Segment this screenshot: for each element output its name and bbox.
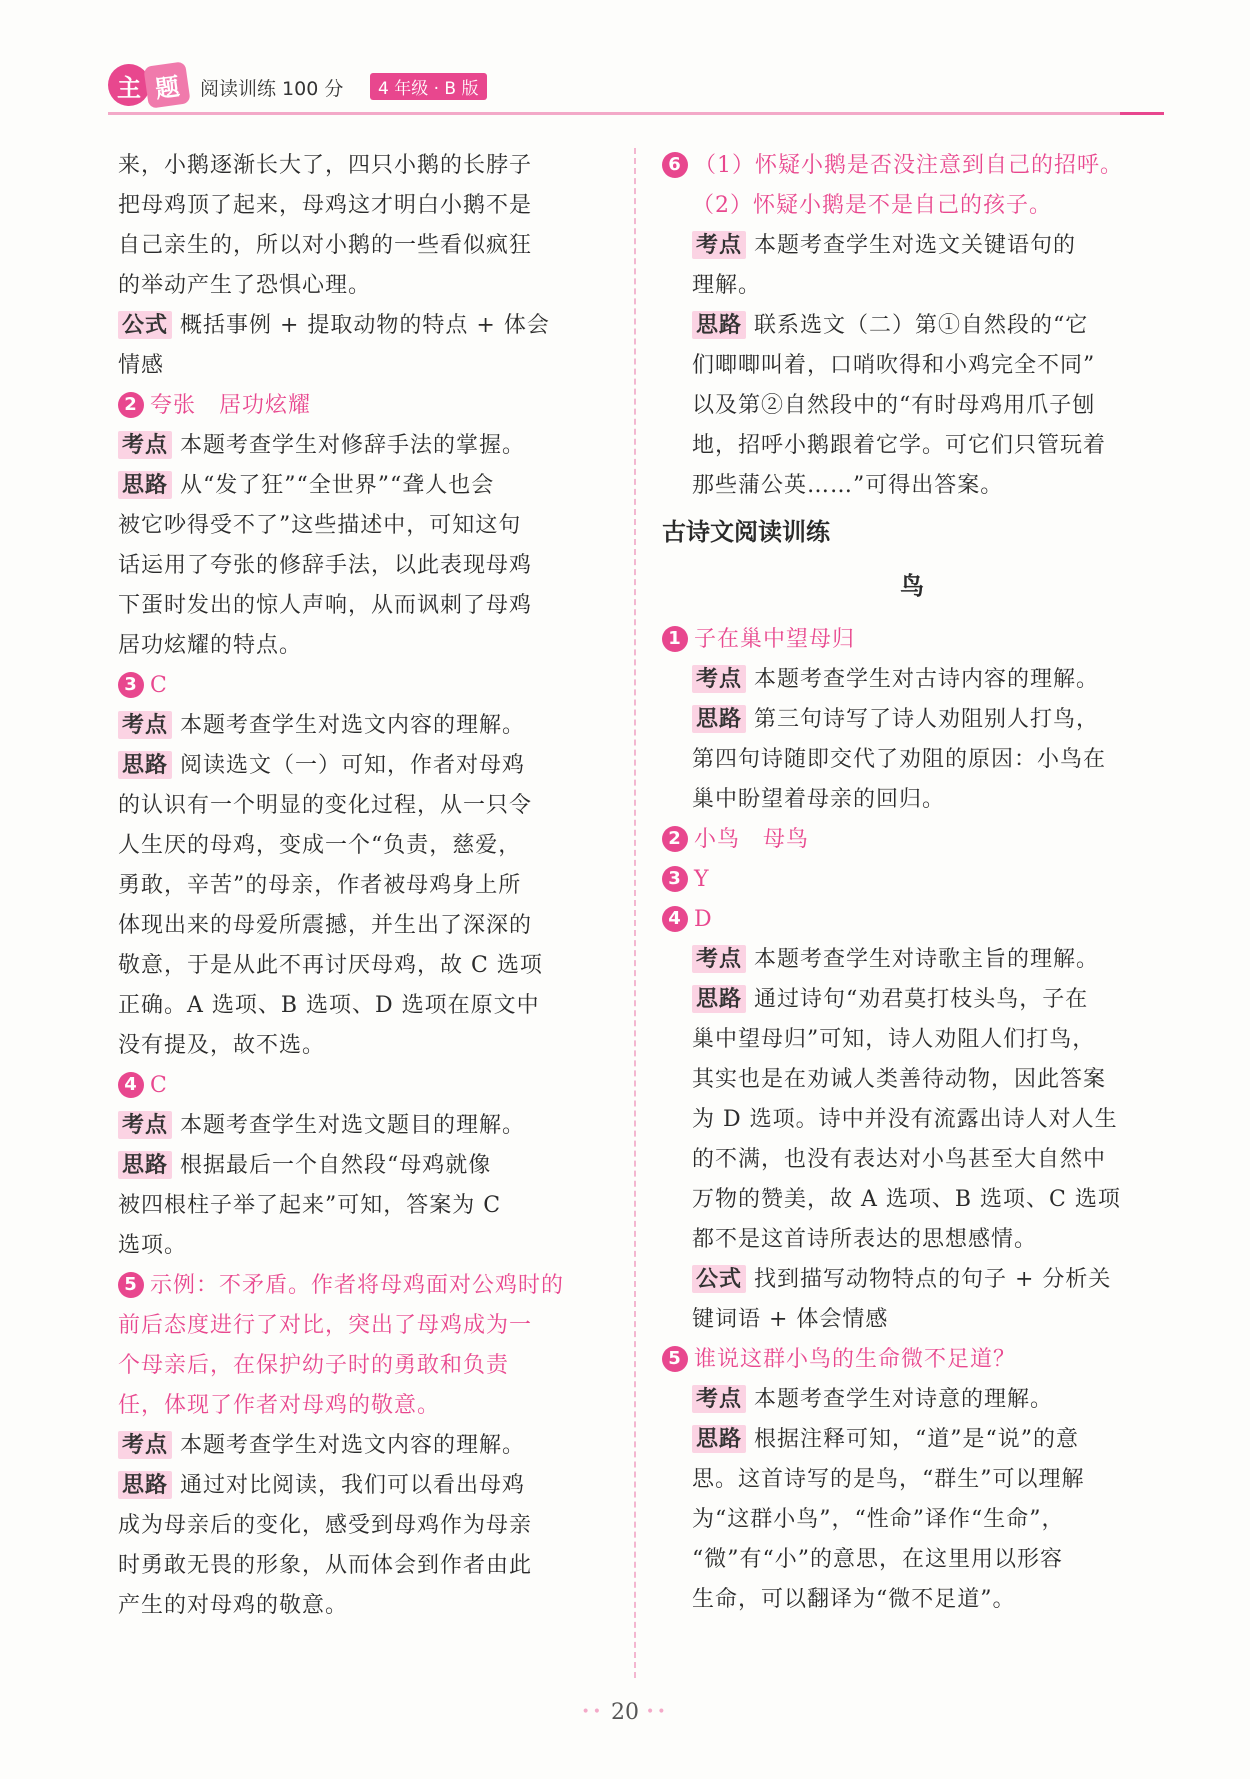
answer-p5 xyxy=(662,1340,1162,1380)
silu-tag: 思路 xyxy=(118,751,172,779)
silu-text: 根据注释可知，“道”是“说”的意 xyxy=(754,1427,1080,1452)
formula-line xyxy=(118,306,618,346)
text-line: 为“这群小鸟”，“性命”译作“生命”， xyxy=(692,1507,1065,1532)
series-title: 阅读训练 100 分 xyxy=(200,78,344,100)
text-line: 第四句诗随即交代了劝阻的原因：小鸟在 xyxy=(692,747,1107,772)
answer-text: D xyxy=(694,907,713,932)
formula-line-2: 情感 xyxy=(118,353,165,378)
text-line: 巢中望母归”可知，诗人劝阻人们打鸟， xyxy=(692,1027,1096,1052)
text-line: 自己亲生的，所以对小鹅的一些看似疯狂 xyxy=(118,233,533,258)
silu-line xyxy=(118,1466,618,1506)
silu-tag: 思路 xyxy=(692,985,746,1013)
kaodian-text: 本题考查学生对选文题目的理解。 xyxy=(180,1113,526,1138)
silu-text: 第三句诗写了诗人劝阻别人打鸟， xyxy=(754,707,1100,732)
text-line: 为 D 选项。诗中并没有流露出诗人对人生 xyxy=(692,1107,1118,1132)
kaodian-text: 本题考查学生对选文内容的理解。 xyxy=(180,713,526,738)
answer-q3 xyxy=(118,666,618,706)
text-line: 地，招呼小鹅跟着它学。可它们只管玩着 xyxy=(692,433,1107,458)
silu-line xyxy=(662,980,1162,1020)
answer-text: （1）怀疑小鹅是否没注意到自己的招呼。 xyxy=(694,153,1123,178)
answer-q5 xyxy=(118,1266,618,1306)
question-number-badge: 6 xyxy=(662,152,688,178)
silu-text: 阅读选文（一）可知，作者对母鸡 xyxy=(180,753,526,778)
kaodian-tag: 考点 xyxy=(692,1385,746,1413)
answer-p1 xyxy=(662,620,1162,660)
text-line: 巢中盼望着母亲的回归。 xyxy=(692,787,946,812)
answer-p3 xyxy=(662,860,1162,900)
text-line: 以及第②自然段中的“有时母鸡用爪子刨 xyxy=(692,393,1096,418)
grade-badge: 4 年级 · B 版 xyxy=(370,73,487,100)
kaodian-line xyxy=(118,706,618,746)
text-line: 被它吵得受不了”这些描述中，可知这句 xyxy=(118,513,522,538)
kaodian-line xyxy=(118,426,618,466)
silu-tag: 思路 xyxy=(692,1425,746,1453)
dots-decoration: •• xyxy=(581,1704,604,1720)
answer-line: （2）怀疑小鹅是不是自己的孩子。 xyxy=(692,193,1052,218)
silu-text: 根据最后一个自然段“母鸡就像 xyxy=(180,1153,492,1178)
kaodian-line xyxy=(118,1426,618,1466)
silu-tag: 思路 xyxy=(692,311,746,339)
text-line: 其实也是在劝诫人类善待动物，因此答案 xyxy=(692,1067,1107,1092)
text-line: 勇敢，辛苦”的母亲，作者被母鸡身上所 xyxy=(118,873,522,898)
text-line: 敬意，于是从此不再讨厌母鸡，故 C 选项 xyxy=(118,953,543,978)
page-number xyxy=(0,1700,1250,1725)
poem-title: 鸟 xyxy=(900,572,924,600)
text-line: 万物的赞美，故 A 选项、B 选项、C 选项 xyxy=(692,1187,1121,1212)
answer-text: 小鸟 母鸟 xyxy=(694,827,810,852)
question-number-badge: 4 xyxy=(662,906,688,932)
page-header xyxy=(108,56,1164,116)
answer-text: 夸张 居功炫耀 xyxy=(150,393,312,418)
kaodian-tag: 考点 xyxy=(692,231,746,259)
answer-text: C xyxy=(150,1073,168,1098)
kaodian-text: 本题考查学生对修辞手法的掌握。 xyxy=(180,433,526,458)
answer-q2 xyxy=(118,386,618,426)
answer-text: Y xyxy=(694,867,710,892)
text-line: 成为母亲后的变化，感受到母鸡作为母亲 xyxy=(118,1513,533,1538)
answer-line: 前后态度进行了对比，突出了母鸡成为一 xyxy=(118,1313,533,1338)
question-number-badge: 2 xyxy=(662,826,688,852)
header-rule xyxy=(108,112,1164,115)
logo-char-1: 主 xyxy=(108,64,150,106)
answer-text: 子在巢中望母归 xyxy=(694,627,856,652)
formula-text: 概括事例 + 提取动物的特点 + 体会 xyxy=(180,313,550,338)
question-number-badge: 2 xyxy=(118,392,144,418)
kaodian-text: 本题考查学生对诗歌主旨的理解。 xyxy=(754,947,1100,972)
text-line: 话运用了夸张的修辞手法，以此表现母鸡 xyxy=(118,553,533,578)
logo-char-2: 题 xyxy=(143,61,190,108)
intro-text xyxy=(118,146,618,306)
kaodian-tag: 考点 xyxy=(692,665,746,693)
text-line: 产生的对母鸡的敬意。 xyxy=(118,1593,349,1618)
text-line: 的不满，也没有表达对小鸟甚至大自然中 xyxy=(692,1147,1107,1172)
silu-text: 通过诗句“劝君莫打枝头鸟，子在 xyxy=(754,987,1089,1012)
kaodian-tag: 考点 xyxy=(118,711,172,739)
answer-line: 个母亲后，在保护幼子时的勇敢和负责 xyxy=(118,1353,510,1378)
text-line: 的认识有一个明显的变化过程，从一只令 xyxy=(118,793,533,818)
silu-line xyxy=(662,306,1162,346)
kaodian-tag: 考点 xyxy=(118,431,172,459)
kaodian-line xyxy=(118,1106,618,1146)
formula-tag: 公式 xyxy=(692,1265,746,1293)
page-number-text: 20 xyxy=(611,1700,639,1725)
dots-decoration: •• xyxy=(646,1704,669,1720)
silu-line xyxy=(662,700,1162,740)
text-line: 理解。 xyxy=(692,273,762,298)
text-line: 们唧唧叫着，口哨吹得和小鸡完全不同” xyxy=(692,353,1096,378)
silu-text: 从“发了狂”“全世界”“聋人也会 xyxy=(180,473,495,498)
text-line: 键词语 + 体会情感 xyxy=(692,1307,889,1332)
answer-p2 xyxy=(662,820,1162,860)
kaodian-text: 本题考查学生对选文关键语句的 xyxy=(754,233,1077,258)
answer-text: 谁说这群小鸟的生命微不足道？ xyxy=(694,1347,1017,1372)
text-line: 时勇敢无畏的形象，从而体会到作者由此 xyxy=(118,1553,533,1578)
text-line: 都不是这首诗所表达的思想感情。 xyxy=(692,1227,1038,1252)
silu-tag: 思路 xyxy=(118,471,172,499)
question-number-badge: 5 xyxy=(662,1346,688,1372)
kaodian-tag: 考点 xyxy=(118,1111,172,1139)
header-rule-accent xyxy=(1120,112,1164,115)
text-line: “微”有“小”的意思，在这里用以形容 xyxy=(692,1547,1063,1572)
kaodian-text: 本题考查学生对选文内容的理解。 xyxy=(180,1433,526,1458)
section-title: 古诗文阅读训练 xyxy=(662,518,830,546)
text-line: 下蛋时发出的惊人声响，从而讽刺了母鸡 xyxy=(118,593,533,618)
question-number-badge: 4 xyxy=(118,1072,144,1098)
answer-q6 xyxy=(662,146,1162,186)
text-line: 的举动产生了恐惧心理。 xyxy=(118,273,372,298)
text-line: 被四根柱子举了起来”可知，答案为 C xyxy=(118,1193,502,1218)
kaodian-text: 本题考查学生对古诗内容的理解。 xyxy=(754,667,1100,692)
left-column xyxy=(118,146,618,1626)
silu-text: 通过对比阅读，我们可以看出母鸡 xyxy=(180,1473,526,1498)
question-number-badge: 3 xyxy=(662,866,688,892)
silu-line xyxy=(118,466,618,506)
kaodian-line xyxy=(662,660,1162,700)
silu-line xyxy=(662,1420,1162,1460)
series-logo xyxy=(108,64,190,108)
text-line: 选项。 xyxy=(118,1233,188,1258)
kaodian-text: 本题考查学生对诗意的理解。 xyxy=(754,1387,1054,1412)
text-line: 来，小鹅逐渐长大了，四只小鹅的长脖子 xyxy=(118,153,533,178)
text-line: 把母鸡顶了起来，母鸡这才明白小鹅不是 xyxy=(118,193,533,218)
kaodian-line xyxy=(662,940,1162,980)
silu-line xyxy=(118,1146,618,1186)
answer-line: 任，体现了作者对母鸡的敬意。 xyxy=(118,1393,441,1418)
answer-text: 示例：不矛盾。作者将母鸡面对公鸡时的 xyxy=(150,1273,565,1298)
silu-text: 联系选文（二）第①自然段的“它 xyxy=(754,313,1089,338)
silu-tag: 思路 xyxy=(118,1151,172,1179)
kaodian-tag: 考点 xyxy=(692,945,746,973)
text-line: 思。这首诗写的是鸟，“群生”可以理解 xyxy=(692,1467,1085,1492)
column-divider xyxy=(634,148,636,1678)
answer-p4 xyxy=(662,900,1162,940)
question-number-badge: 1 xyxy=(662,626,688,652)
text-line: 生命，可以翻译为“微不足道”。 xyxy=(692,1587,1016,1612)
text-line: 居功炫耀的特点。 xyxy=(118,633,303,658)
kaodian-line xyxy=(662,1380,1162,1420)
silu-tag: 思路 xyxy=(692,705,746,733)
answer-text: C xyxy=(150,673,168,698)
silu-tag: 思路 xyxy=(118,1471,172,1499)
silu-line xyxy=(118,746,618,786)
text-line: 正确。A 选项、B 选项、D 选项在原文中 xyxy=(118,993,540,1018)
formula-text: 找到描写动物特点的句子 + 分析关 xyxy=(754,1267,1112,1292)
kaodian-line xyxy=(662,226,1162,266)
right-column xyxy=(662,146,1162,1620)
question-number-badge: 5 xyxy=(118,1272,144,1298)
text-line: 没有提及，故不选。 xyxy=(118,1033,326,1058)
question-number-badge: 3 xyxy=(118,672,144,698)
text-line: 体现出来的母爱所震撼，并生出了深深的 xyxy=(118,913,533,938)
kaodian-tag: 考点 xyxy=(118,1431,172,1459)
text-line: 人生厌的母鸡，变成一个“负责，慈爱， xyxy=(118,833,522,858)
formula-tag: 公式 xyxy=(118,311,172,339)
formula-line xyxy=(662,1260,1162,1300)
text-line: 那些蒲公英……”可得出答案。 xyxy=(692,473,1004,498)
answer-q4 xyxy=(118,1066,618,1106)
